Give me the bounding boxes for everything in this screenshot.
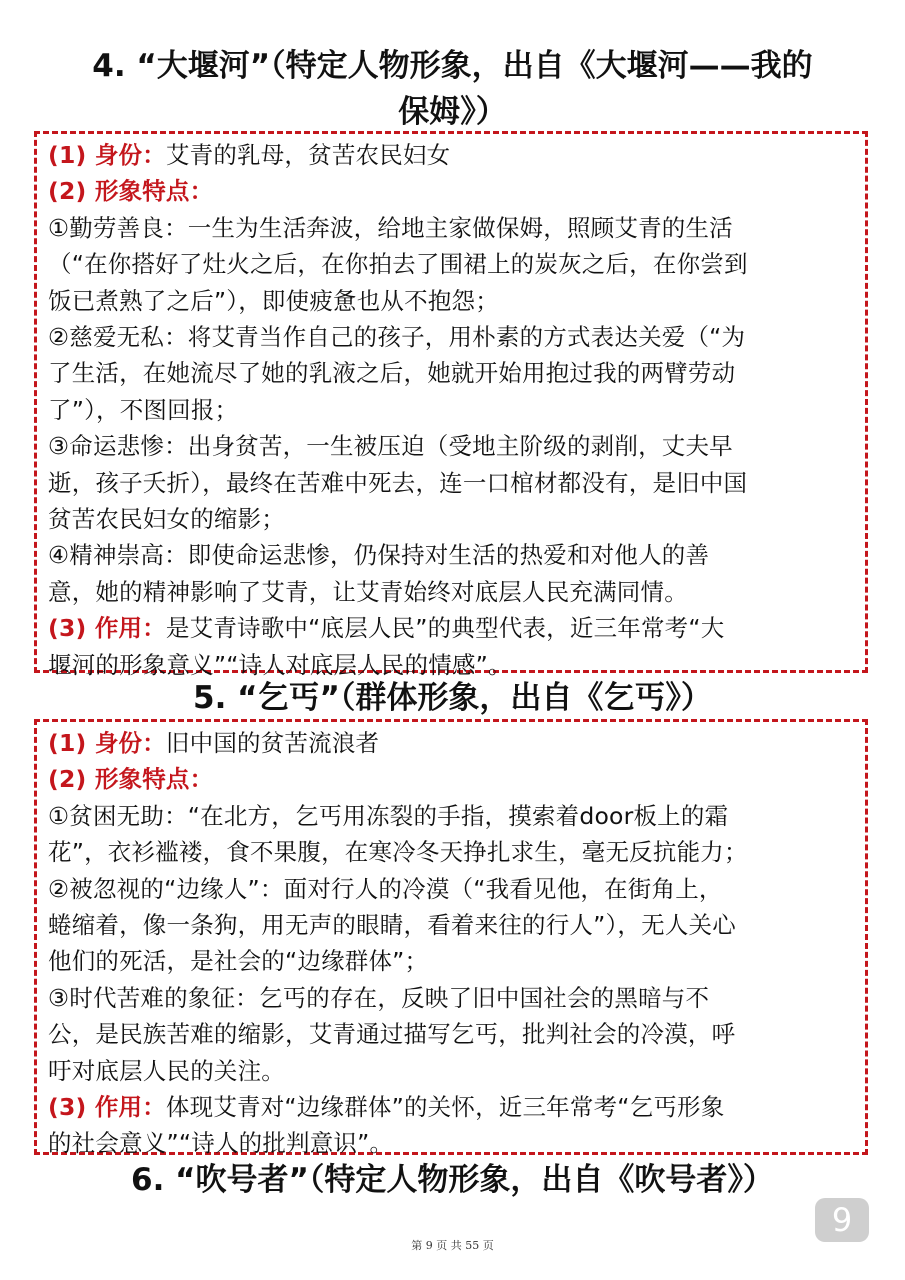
section4-role [48, 610, 855, 646]
section4-trait-line: 意，她的精神影响了艾青，让艾青始终对底层人民充满同情。 [48, 577, 688, 606]
section5-trait-line: ②被忽视的“边缘人”：面对行人的冷漠（“我看见他，在街角上， [48, 874, 723, 903]
section5-trait-line: ③时代苦难的象征：乞丐的存在，反映了旧中国社会的黑暗与不 [48, 983, 710, 1012]
section4-trait-line: ①勤劳善良：一生为生活奔波，给地主家做保姆，照顾艾青的生活 [48, 213, 733, 242]
section4-heading-line2: 保姆》） [398, 94, 507, 130]
section5-box [34, 719, 868, 1158]
section4-identity-text: 艾青的乳母，贫苦农民妇女 [165, 141, 451, 169]
section4-trait-line: ④精神崇高：即使命运悲惨，仍保持对生活的热爱和对他人的善 [48, 541, 710, 570]
section4-traits-label: (2) 形象特点： [48, 177, 214, 206]
page-number-badge: 9 [815, 1198, 869, 1242]
section5-trait-line: 吁对底层人民的关注。 [48, 1056, 285, 1085]
page-footer: 第 9 页 共 55 页 [411, 1239, 494, 1252]
section5-role-text-2: 的社会意义”“诗人的批判意识”。 [48, 1129, 394, 1158]
section4-role-text-2: 堰河的形象意义”“诗人对底层人民的情感”。 [48, 650, 512, 679]
section4-box [34, 131, 868, 679]
section5-traits-label: (2) 形象特点： [48, 765, 214, 794]
section4-heading [30, 43, 875, 135]
section5-heading: 5. “乞丐”（群体形象，出自《乞丐》） [193, 680, 712, 716]
section4-trait-line: 了生活，在她流尽了她的乳液之后，她就开始用抱过我的两臂劳动 [48, 359, 736, 388]
section4-identity-label: (1) 身份： [48, 141, 166, 169]
section4-trait-line: 了”），不图回报； [48, 395, 239, 424]
section5-trait-line: ①贫困无助：“在北方，乞丐用冻裂的手指，摸索着door板上的霜 [48, 801, 729, 830]
section6-heading: 6. “吹号者”（特定人物形象，出自《吹号者》） [131, 1162, 774, 1198]
section4-trait-line: （“在你搭好了灶火之后，在你拍去了围裙上的炭灰之后，在你尝到 [48, 250, 748, 279]
section5-trait-line: 公，是民族苦难的缩影，艾青通过描写乞丐，批判社会的冷漠，呼 [48, 1020, 736, 1049]
section5-identity [48, 725, 855, 761]
section4-role-label: (3) 作用： [48, 614, 166, 643]
section4-trait-line: 贫苦农民妇女的缩影； [48, 505, 285, 534]
section4-trait-line: ③命运悲惨：出身贫苦，一生被压迫（受地主阶级的剥削，丈夫早 [48, 432, 733, 461]
section5-trait-line: 花”，衣衫褴褛，食不果腹，在寒冷冬天挣扎求生，毫无反抗能力； [48, 838, 748, 867]
section4-role-text: 是艾青诗歌中“底层人民”的典型代表，近三年常考“大 [165, 614, 725, 643]
section4-trait-line: ②慈爱无私：将艾青当作自己的孩子，用朴素的方式表达关爱（“为 [48, 323, 746, 352]
section5-identity-label: (1) 身份： [48, 729, 166, 757]
section5-role-text: 体现艾青对“边缘群体”的关怀，近三年常考“乞丐形象 [165, 1093, 725, 1122]
section5-trait-line: 他们的死活，是社会的“边缘群体”； [48, 947, 429, 976]
section4-heading-line1: 4. “大堰河”（特定人物形象，出自《大堰河——我的 [92, 48, 813, 84]
section5-role [48, 1089, 855, 1125]
section5-trait-line: 蜷缩着，像一条狗，用无声的眼睛，看着来往的行人”），无人关心 [48, 911, 736, 940]
section5-identity-text: 旧中国的贫苦流浪者 [165, 729, 380, 757]
section4-trait-line: 饭已煮熟了之后”），即使疲惫也从不抱怨； [48, 286, 499, 315]
section4-identity [48, 137, 855, 173]
section5-role-label: (3) 作用： [48, 1093, 166, 1122]
section4-trait-line: 逝，孩子夭折），最终在苦难中死去，连一口棺材都没有，是旧中国 [48, 468, 748, 497]
